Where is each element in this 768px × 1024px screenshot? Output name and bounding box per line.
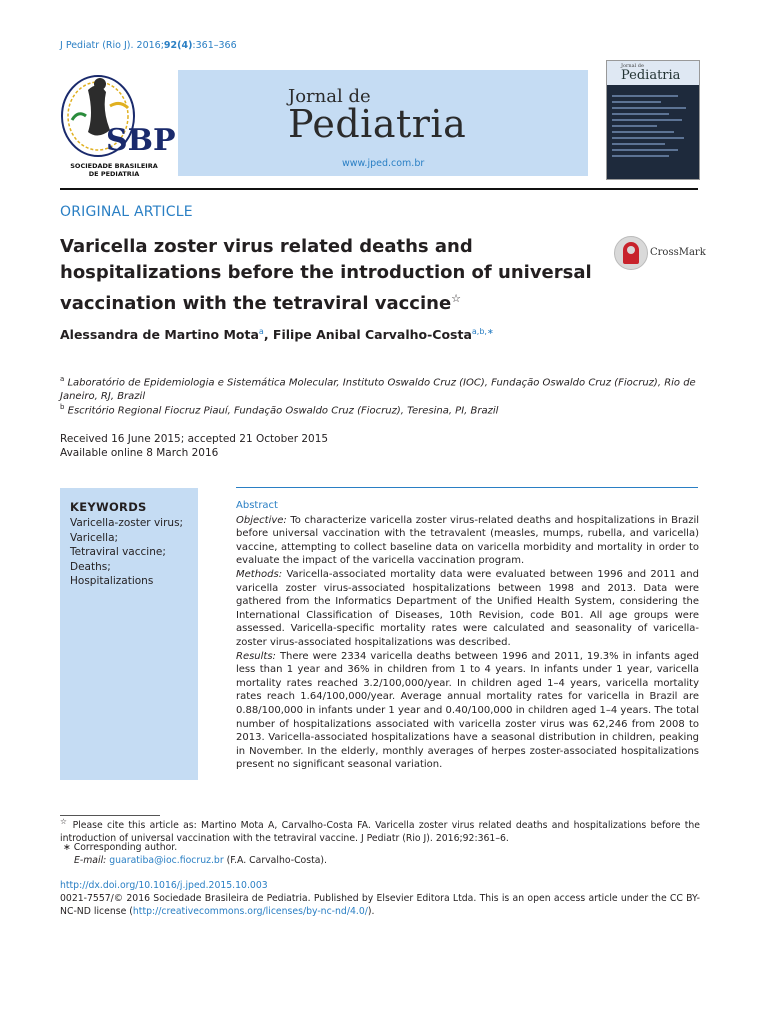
corresponding-text: Corresponding author. bbox=[73, 842, 178, 853]
copyright-notice bbox=[60, 893, 700, 919]
copyright-text: 0021-7557/© 2016 Sociedade Brasileira de Pediatria. Published by Elsevier Editora Ltda. This is an open access article under the CC BY-NC-ND license ( bbox=[60, 893, 700, 917]
abstract-block bbox=[236, 499, 699, 772]
abstract-heading: Abstract bbox=[236, 500, 278, 511]
corresponding-mark: ∗ bbox=[62, 842, 71, 853]
doi-line bbox=[60, 880, 700, 893]
citation-pages: :361–366 bbox=[192, 40, 237, 51]
received-date: Received 16 June 2015; accepted 21 October 2015 bbox=[60, 433, 329, 445]
abstract-divider bbox=[236, 487, 698, 488]
article-section-label: ORIGINAL ARTICLE bbox=[60, 204, 193, 220]
sbp-logo bbox=[58, 70, 176, 180]
email-label: E-mail: bbox=[74, 855, 107, 866]
keyword-item: Varicella; bbox=[70, 531, 119, 544]
keywords-heading: KEYWORDS bbox=[70, 500, 147, 514]
email-owner: (F.A. Carvalho-Costa). bbox=[226, 855, 328, 866]
crossmark-badge[interactable] bbox=[614, 236, 704, 270]
society-name bbox=[58, 162, 170, 178]
email-footnote bbox=[74, 855, 714, 868]
keyword-item: Varicella-zoster virus; bbox=[70, 517, 184, 529]
results-text: There were 2334 varicella deaths between 1996 and 2011, 19.3% in infants aged less than 1 year and 36% in children from 1 to 4 years. In infants under 1 year, varicella mortality rates reached 3.2/100,000/year. In children aged 1–4 years, varicella mortality rates reach 1.64/100,000/year. Average annual mortality rates for varicella in Brazil are 0.88/100,000 in infants under 1 year and 0.40/100,000 in children aged 1–4 years. The total number of hospitalizations associated with varicella zoster virus was 62,246 from 2008 to 2013. Varicella-associated hospitalizations have a seasonal distribution in children, peaking in November. In the elderly, monthly averages of herpes zoster-associated hospitalizations present no significant seasonal variation. bbox=[236, 650, 699, 771]
affiliation-mark: a bbox=[60, 375, 65, 383]
citation-volume: 92(4) bbox=[163, 40, 193, 51]
license-link[interactable]: http://creativecommons.org/licenses/by-nc-nd/4.0/ bbox=[132, 905, 368, 917]
header-divider bbox=[60, 188, 698, 190]
license-close: ). bbox=[367, 905, 375, 917]
objective-text: To characterize varicella zoster virus-related deaths and hospitalizations in Brazil before universal vaccination with the tetravalent (measles, mumps, rubella, and varicella) vaccine, attempting to collect baseline data on varicella morbidity and mortality in order to evaluate the impact of the varicella vaccination program. bbox=[236, 514, 700, 567]
affiliation-text: Laboratório de Epidemiologia e Sistemática Molecular, Instituto Oswaldo Cruz (IOC), Fundação Oswaldo Cruz (Fiocruz), Rio de Janeiro, RJ, Brazil bbox=[60, 377, 696, 403]
article-title bbox=[60, 234, 600, 317]
doi-link[interactable]: http://dx.doi.org/10.1016/j.jped.2015.10.003 bbox=[60, 880, 268, 891]
objective-label: Objective: bbox=[236, 514, 287, 526]
author-separator: , bbox=[263, 327, 273, 343]
crossmark-label: CrossMark bbox=[650, 247, 706, 258]
article-dates bbox=[60, 432, 328, 460]
author-name: Alessandra de Martino Mota bbox=[60, 327, 259, 343]
keyword-item: Deaths; bbox=[70, 560, 111, 573]
author-affiliation-mark[interactable]: a bbox=[258, 327, 264, 336]
abstract-results bbox=[236, 650, 699, 772]
available-date: Available online 8 March 2016 bbox=[60, 447, 219, 459]
citation-prefix: J Pediatr (Rio J). 2016; bbox=[60, 40, 164, 51]
title-footnote-mark[interactable]: ☆ bbox=[451, 292, 462, 305]
affiliation bbox=[60, 400, 700, 418]
methods-label: Methods: bbox=[236, 568, 283, 580]
journal-name-line1: Jornal de bbox=[288, 86, 371, 107]
email-link[interactable]: guaratiba@ioc.fiocruz.br bbox=[109, 855, 224, 866]
keywords-panel bbox=[60, 488, 198, 780]
journal-cover-thumbnail bbox=[606, 60, 700, 180]
abstract-objective bbox=[236, 514, 699, 568]
affiliation-text: Escritório Regional Fiocruz Piauí, Fundação Oswaldo Cruz (Fiocruz), Teresina, PI, Brazil bbox=[67, 405, 499, 417]
society-name-line2: DE PEDIATRIA bbox=[88, 170, 140, 178]
keyword-item: Hospitalizations bbox=[70, 575, 154, 587]
journal-citation bbox=[60, 40, 237, 51]
sbp-logo-graphic bbox=[58, 70, 176, 162]
keywords-list bbox=[70, 516, 183, 589]
cover-title: Pediatria bbox=[621, 68, 681, 83]
methods-text: Varicella-associated mortality data were evaluated between 1996 and 2011 and varicella zoster virus-associated hospitalizations between 1998 and 2013. Data were gathered from the Informatics Department of the Unified Health System, considering the International Classification of Diseases, 10th Revision, code B01. All age groups were assessed. Varicella-specific mortality rates were calculated and seasonality of varicella-zoster virus-associated hospitalizations was described. bbox=[236, 568, 699, 648]
author-name: Filipe Anibal Carvalho-Costa bbox=[272, 327, 472, 343]
journal-banner bbox=[178, 70, 588, 176]
results-label: Results: bbox=[236, 650, 276, 662]
cover-title-small: Jornal de bbox=[621, 63, 644, 69]
keyword-item: Tetraviral vaccine; bbox=[70, 546, 166, 558]
abstract-methods bbox=[236, 568, 699, 650]
article-title-text: Varicella zoster virus related deaths and hospitalizations before the introduction of universal vaccination with the tetraviral vaccine bbox=[60, 236, 592, 314]
society-name-line1: SOCIEDADE BRASILEIRA bbox=[70, 162, 158, 170]
author-list bbox=[60, 327, 494, 342]
journal-name-line2: Pediatria bbox=[288, 102, 467, 146]
sbp-lettering: SBP bbox=[106, 123, 176, 158]
crossmark-icon bbox=[614, 236, 648, 270]
cite-footnote-mark: ☆ bbox=[60, 817, 69, 826]
affiliation-mark: b bbox=[60, 403, 65, 411]
cite-footnote-text: Please cite this article as: Martino Mota A, Carvalho-Costa FA. Varicella zoster virus related deaths and hospitalizations before the introduction of universal vaccination with the tetraviral vaccine. J Pediatr (Rio J). 2016;92:361–6. bbox=[60, 820, 700, 844]
corresponding-footnote bbox=[60, 842, 700, 855]
author-affiliation-mark[interactable]: a,b,∗ bbox=[471, 327, 494, 336]
journal-url-link[interactable]: www.jped.com.br bbox=[342, 158, 425, 169]
